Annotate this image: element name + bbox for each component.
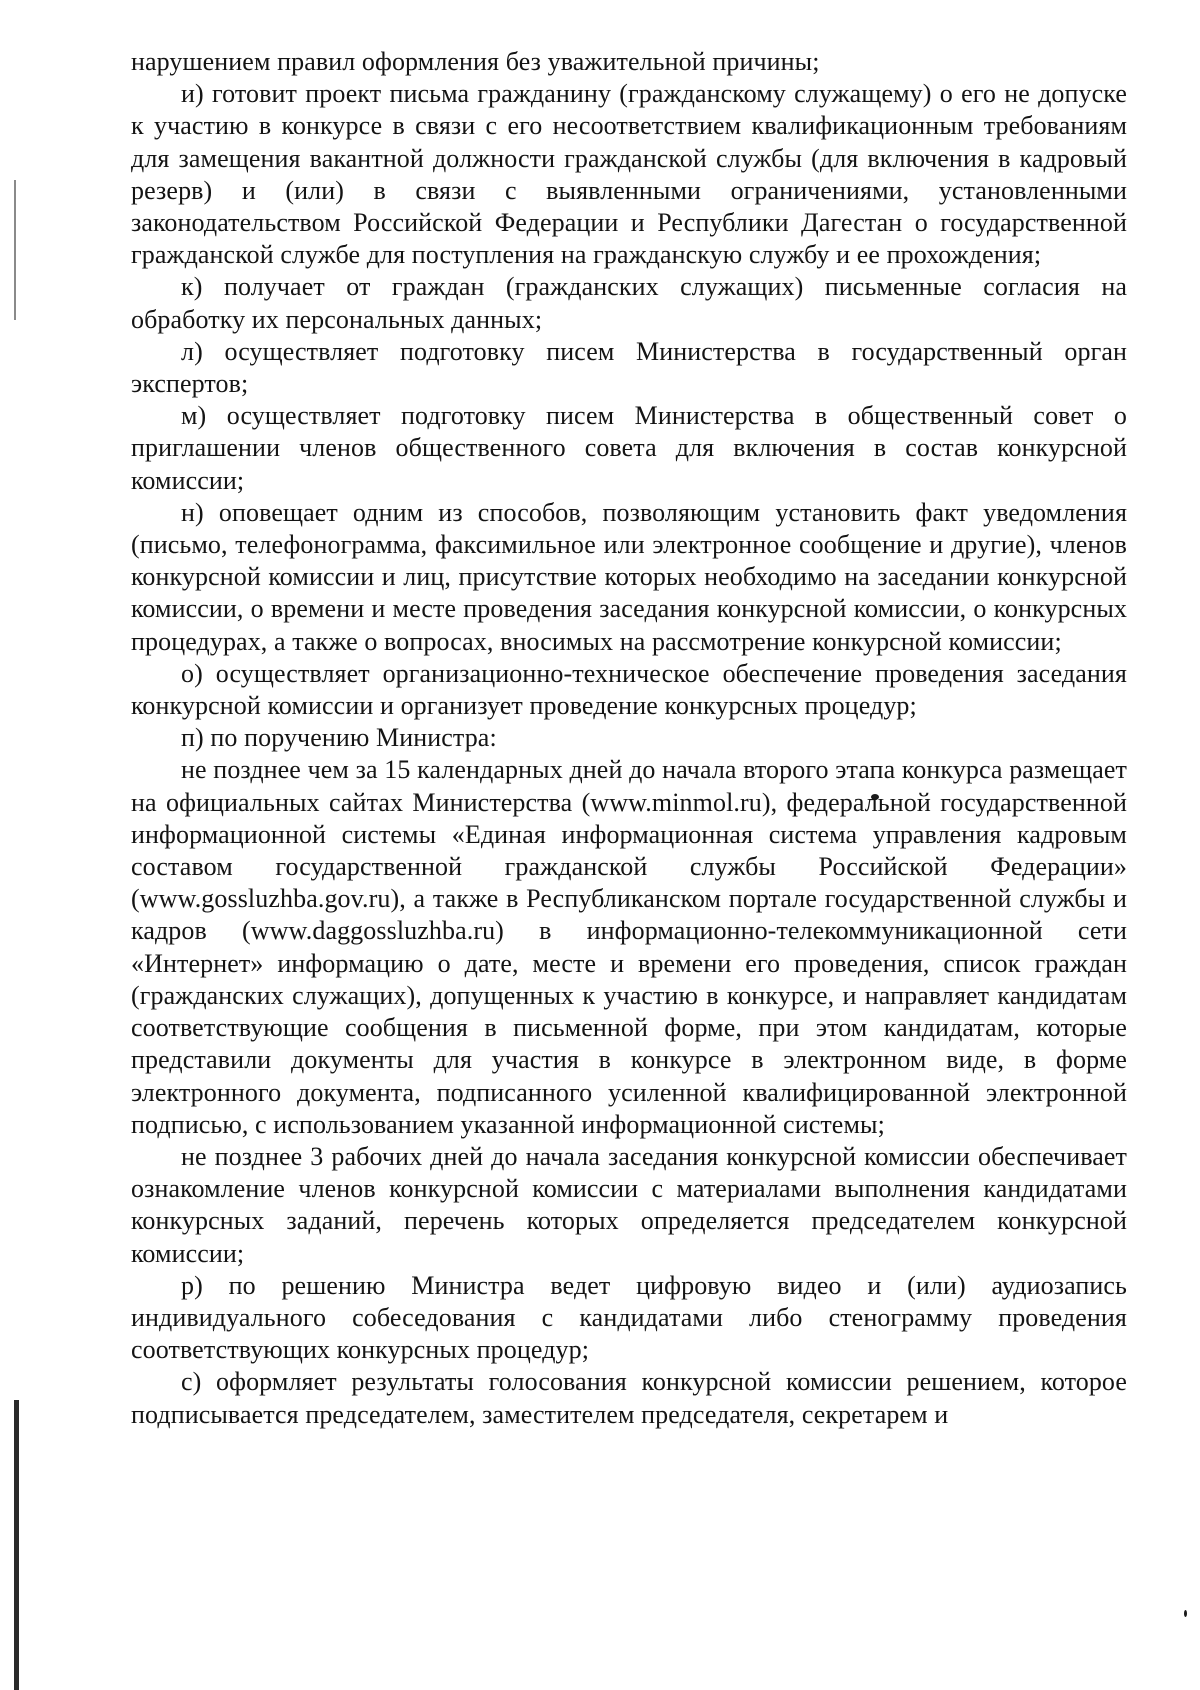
paragraph-item-n: н) оповещает одним из способов, позволяющим установить факт уведомления (письмо, телефонограмма, факсимильное или электронное сообщение и другие), членов конкурсной комиссии и лиц, присутствие которых необходимо на заседании конкурсной комиссии, о времени и месте проведения заседания конкурсной комиссии, о конкурсных процедурах, а также о вопросах, вносимых на рассмотрение конкурсной комиссии; bbox=[131, 497, 1127, 656]
paragraph-item-s: с) оформляет результаты голосования конкурсной комиссии решением, которое подписывается председателем, заместителем председателя, секретарем и bbox=[131, 1367, 1127, 1429]
paragraph-item-i: и) готовит проект письма гражданину (гражданскому служащему) о его не допуске к участию в конкурсе в связи с его несоответствием квалификационным требованиям для замещения вакантной должности гражданской службы (для включения в кадровый резерв) и (или) в связи с выявленными ограничениями, установленными законодательством Российской Федерации и Республики Дагестан о государственной гражданской службе для поступления на гражданскую службу и ее прохождения; bbox=[131, 79, 1127, 270]
paragraph-item-p-sub-2: не позднее 3 рабочих дней до начала заседания конкурсной комиссии обеспечивает ознакомление членов конкурсной комиссии с материалами выполнения кандидатами конкурсных заданий, перечень которых определяется председателем конкурсной комиссии; bbox=[131, 1141, 1127, 1268]
paragraph-item-m: м) осуществляет подготовку писем Министерства в общественный совет о приглашении членов общественного совета для включения в состав конкурсной комиссии; bbox=[131, 401, 1127, 495]
paragraph-continuation: нарушением правил оформления без уважительной причины; bbox=[131, 47, 820, 76]
paragraph-item-k: к) получает от граждан (гражданских служащих) письменные согласия на обработку их персональных данных; bbox=[131, 272, 1127, 334]
scan-speck bbox=[1184, 1610, 1187, 1617]
paragraph-item-p-sub-1: не позднее чем за 15 календарных дней до начала второго этапа конкурса размещает на официальных сайтах Министерства (www.minmol.ru), федеральной государственной информационной системы «Единая информационная система управления кадровым составом государственной гражданской службы Российской Федерации» (www.gossluzhba.gov.ru), а также в Республиканском портале государственной службы и кадров (www.daggossluzhba.ru) в информационно-телекоммуникационной сети «Интернет» информацию о дате, месте и времени его проведения, список граждан (гражданских служащих), допущенных к участию в конкурсе, и направляет кандидатам соответствующие сообщения в письменной форме, при этом кандидатам, которые представили документы для участия в конкурсе в электронном виде, в форме электронного документа, подписанного усиленной квалифицированной электронной подписью, с использованием указанной информационной системы; bbox=[131, 755, 1127, 1139]
paragraph-item-o: о) осуществляет организационно-техническое обеспечение проведения заседания конкурсной комиссии и организует проведение конкурсных процедур; bbox=[131, 658, 1127, 721]
scan-edge-mark-top bbox=[14, 180, 16, 320]
paragraph-item-p: п) по поручению Министра: bbox=[181, 723, 497, 753]
paragraph-item-r: р) по решению Министра ведет цифровую видео и (или) аудиозапись индивидуального собеседования с кандидатами либо стенограмму проведения соответствующих конкурсных процедур; bbox=[131, 1270, 1127, 1365]
document-page bbox=[131, 46, 1127, 1431]
paragraph-item-l: л) осуществляет подготовку писем Министерства в государственный орган экспертов; bbox=[131, 336, 1127, 399]
scan-edge-mark-bottom bbox=[14, 1400, 19, 1690]
